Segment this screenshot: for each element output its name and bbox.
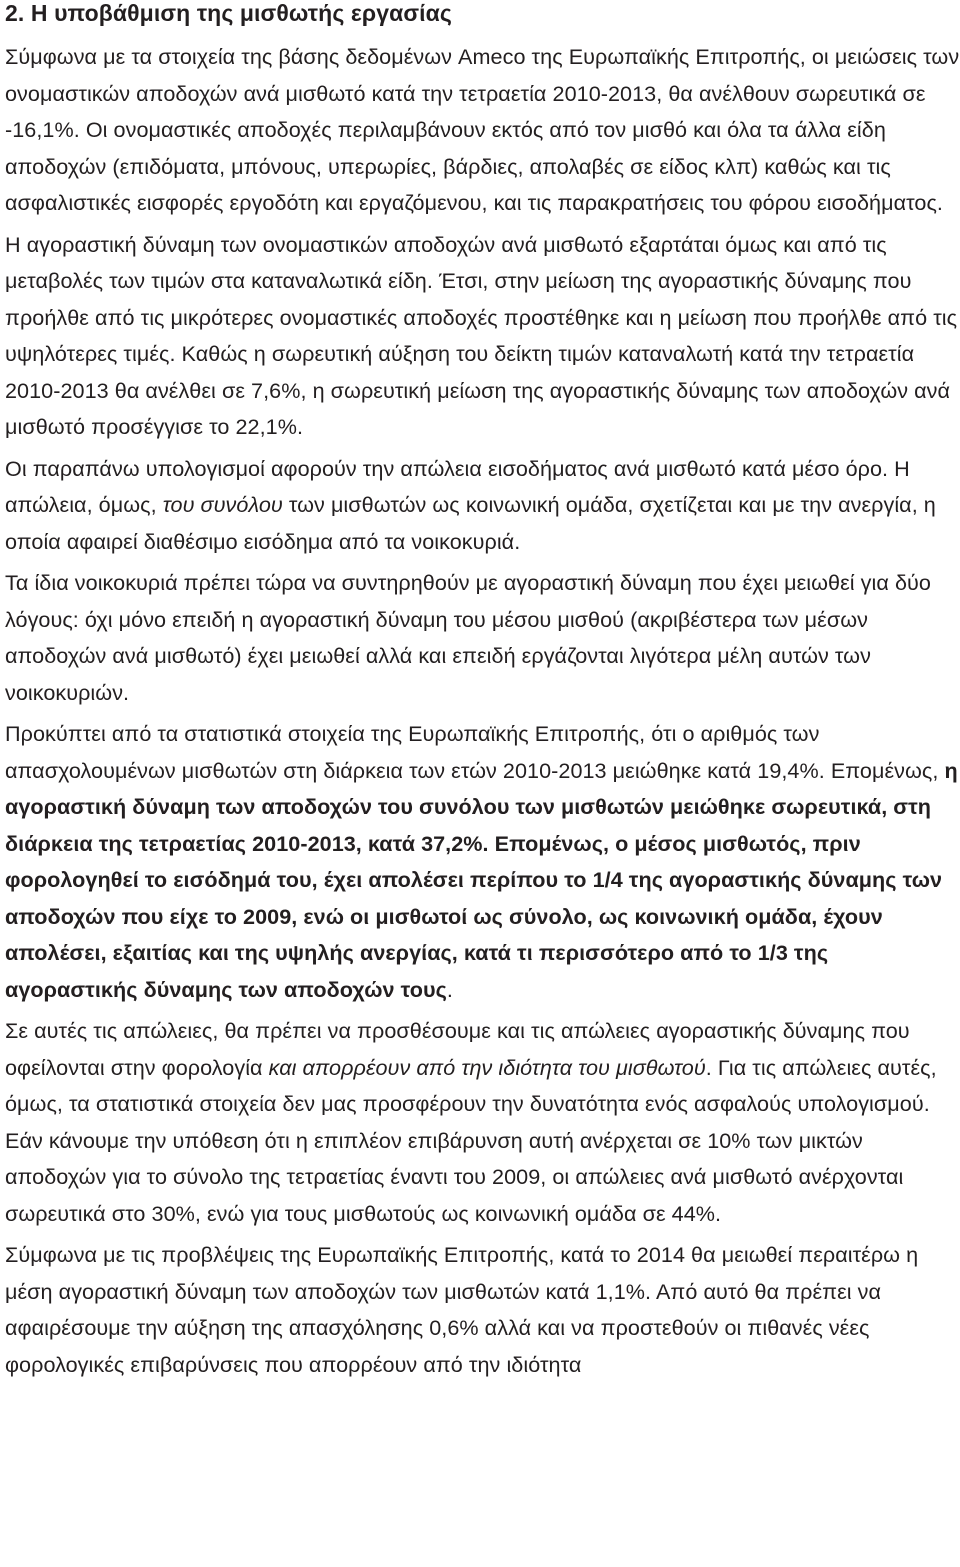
paragraph-employment-decline (5, 716, 960, 1008)
paragraph-text: Τα ίδια νοικοκυριά πρέπει τώρα να συντηρηθούν με αγοραστική δύναμη που έχει μειωθεί για δύο λόγους: όχι μόνο επειδή η αγοραστική δύναμη του μέσου μισθού (ακριβέστερα των μέσων αποδοχών ανά μισθωτό) έχει μειωθεί αλλά και επειδή εργάζονται λιγότερα μέλη αυτών των νοικοκυριών. (5, 570, 931, 705)
paragraph-forecast-2014 (5, 1237, 960, 1383)
paragraph-text: Σύμφωνα με τις προβλέψεις της Ευρωπαϊκής Επιτροπής, κατά το 2014 θα μειωθεί περαιτέρω η μέση αγοραστική δύναμη των αποδοχών των μισθωτών κατά 1,1%. Από αυτό θα πρέπει να αφαιρέσουμε την αύξηση της απασχόλησης 0,6% αλλά και να προστεθούν οι πιθανές νέες φορολογικές επιβαρύνσεις που απορρέουν από την ιδιότητα (5, 1242, 919, 1377)
paragraph-text: Σε αυτές τις απώλειες, θα πρέπει να προσθέσουμε και τις απώλειες αγοραστικής δύναμης που οφείλονται στην φορολογία (5, 1018, 910, 1080)
italic-emphasis: και απορρέουν από την ιδιότητα του μισθωτού (268, 1054, 706, 1080)
paragraph-unemployment (5, 451, 960, 561)
paragraph-taxation (5, 1013, 960, 1232)
paragraph-text: . (446, 976, 453, 1002)
paragraph-text: Οι παραπάνω υπολογισμοί αφορούν την απώλεια εισοδήματος ανά μισθωτό κατά μέσο όρο. Η απώλεια, όμως, (5, 455, 910, 517)
paragraph-text: Η αγοραστική δύναμη των ονομαστικών αποδοχών ανά μισθωτό εξαρτάται όμως και από τις μεταβολές των τιμών στα καταναλωτικά είδη. Έτσι, στην μείωση της αγοραστικής δύναμης που προήλθε από τις μικρότερες ονομαστικές αποδοχές προστέθηκε και η μείωση που προήλθε από τις υψηλότερες τιμές. Καθώς η σωρευτική αύξηση του δείκτη τιμών καταναλωτή κατά την τετραετία 2010-2013 θα ανέλθει σε 7,6%, η σωρευτική μείωση της αγοραστικής δύναμης των αποδοχών ανά μισθωτό προσέγγισε το 22,1%. (5, 231, 958, 439)
paragraph-nominal-earnings (5, 39, 960, 222)
paragraph-text: των μισθωτών ως κοινωνική ομάδα, σχετίζεται και με την ανεργία, η οποία αφαιρεί διαθέσιμο εισόδημα από τα νοικοκυριά. (5, 492, 936, 554)
paragraph-text: Σύμφωνα με τα στοιχεία της βάσης δεδομένων Ameco της Ευρωπαϊκής Επιτροπής, οι μειώσεις των ονομαστικών αποδοχών ανά μισθωτό κατά την τετραετία 2010-2013, θα ανέλθουν σωρευτικά σε -16,1%. Οι ονομαστικές αποδοχές περιλαμβάνουν εκτός από τον μισθό και όλα τα άλλα είδη αποδοχών (επιδόματα, μπόνους, υπερωρίες, βάρδιες, απολαβές σε είδος κλπ) καθώς και τις ασφαλιστικές εισφορές εργοδότη και εργαζόμενου, και τις παρακρατήσεις του φόρου εισοδήματος. (5, 44, 960, 215)
paragraph-purchasing-power (5, 227, 960, 446)
italic-emphasis: του συνόλου (162, 492, 283, 517)
paragraph-text: . Για τις απώλειες αυτές, όμως, τα στατιστικά στοιχεία δεν μας προσφέρουν την δυνατότητα ενός ασφαλούς υπολογισμού. Εάν κάνουμε την υπόθεση ότι η επιπλέον επιβάρυνση αυτή ανέρχεται σε 10% των μικτών αποδοχών για το σύνολο της τετραετίας έναντι του 2009, οι απώλειες ανά μισθωτό ανέρχονται σωρευτικά στο 30%, ενώ για τους μισθωτούς ως κοινωνική ομάδα σε 44%. (5, 1054, 937, 1226)
paragraph-text: Προκύπτει από τα στατιστικά στοιχεία της Ευρωπαϊκής Επιτροπής, ότι ο αριθμός των απασχολουμένων μισθωτών στη διάρκεια των ετών 2010-2013 μειώθηκε κατά 19,4%. Επομένως, (5, 721, 945, 783)
bold-emphasis: η αγοραστική δύναμη των αποδοχών του συνόλου των μισθωτών μειώθηκε σωρευτικά, στη διάρκεια της τετραετίας 2010-2013, κατά 37,2%. Επομένως, ο μέσος μισθωτός, πριν φορολογηθεί το εισόδημά του, έχει απολέσει περίπου το 1/4 της αγοραστικής δύναμης των αποδοχών που είχε το 2009, ενώ οι μισθωτοί ως σύνολο, ως κοινωνική ομάδα, έχουν απολέσει, εξαιτίας και της υψηλής ανεργίας, κατά τι περισσότερο από το 1/3 της αγοραστικής δύναμης των αποδοχών τους (5, 757, 958, 1002)
section-heading: 2. Η υποβάθμιση της μισθωτής εργασίας (5, 0, 452, 26)
paragraph-households (5, 565, 960, 711)
